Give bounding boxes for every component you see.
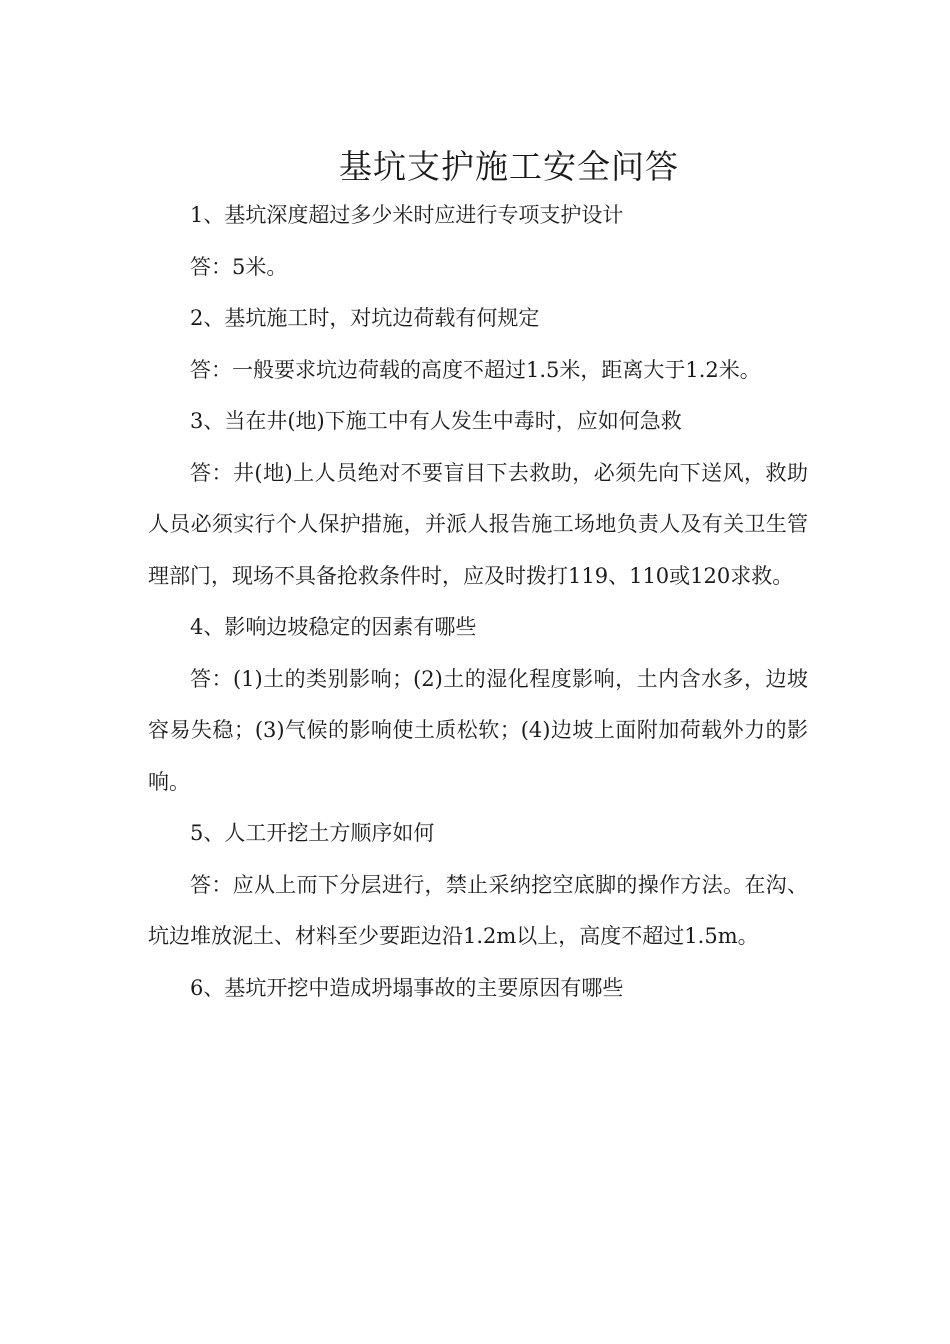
question-5: 5、人工开挖土方顺序如何 [190,821,435,845]
question-3: 3、当在井(地)下施工中有人发生中毒时，应如何急救 [190,409,682,433]
document-body [148,190,808,1014]
question-6: 6、基坑开挖中造成坍塌事故的主要原因有哪些 [190,975,624,1000]
answer-4: 答：(1)土的类别影响；(2)土的湿化程度影响，土内含水多，边坡容易失稳；(3)气候的影响使土质松软；(4)边坡上面附加荷载外力的影响。 [148,666,808,794]
answer-2: 答：一般要求坑边荷载的高度不超过1.5米，距离大于1.2米。 [190,357,761,382]
answer-3: 答：井(地)上人员绝对不要盲目下去救助，必须先向下送风，救助人员必须实行个人保护措施，并派人报告施工场地负责人及有关卫生管理部门，现场不具备抢救条件时，应及时拨打119、110或120求救。 [148,460,808,588]
question-1: 1、基坑深度超过多少米时应进行专项支护设计 [190,203,624,227]
answer-5: 答：应从上而下分层进行，禁止采纳挖空底脚的操作方法。在沟、坑边堆放泥土、材料至少要距边沿1.2m以上，高度不超过1.5m。 [148,872,808,948]
document-title: 基坑支护施工安全问答 [339,147,679,187]
answer-1: 答：5米。 [190,254,288,279]
question-2: 2、基坑施工时，对坑边荷载有何规定 [190,306,540,330]
question-4: 4、影响边坡稳定的因素有哪些 [190,615,477,639]
